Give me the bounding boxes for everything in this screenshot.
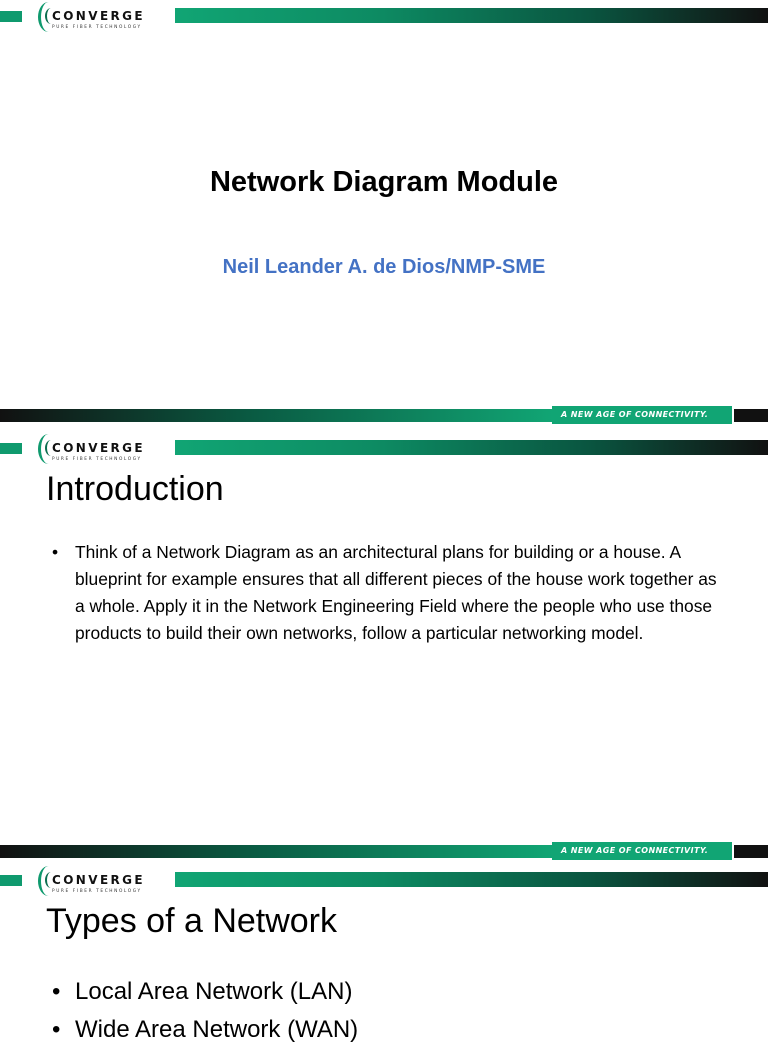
bullet-text: Wide Area Network (WAN): [75, 1016, 359, 1043]
footer-end-block: [734, 845, 768, 858]
bullet-text: Local Area Network (LAN): [75, 978, 353, 1005]
slide-title-text: Network Diagram Module: [209, 166, 559, 198]
bullet-item: [52, 539, 722, 647]
header-bar-right: [175, 8, 768, 23]
logo-wordmark: CONVERGE: [52, 873, 146, 887]
slide-types-of-network: [0, 864, 768, 1043]
converge-logo: [36, 434, 166, 466]
header-bar-left: [0, 875, 22, 886]
footer-tagline: A NEW AGE OF CONNECTIVITY.: [552, 842, 732, 860]
footer-gradient: [0, 845, 552, 858]
footer-bar: [0, 406, 768, 424]
converge-logo: [36, 2, 166, 34]
bullet-dot-icon: •: [52, 542, 59, 562]
logo-wordmark: CONVERGE: [52, 441, 146, 455]
bullet-list: [52, 539, 722, 647]
converge-logo: [36, 866, 166, 898]
slide-subtitle-text: Neil Leander A. de Dios/NMP-SME: [222, 256, 546, 278]
footer-end-block: [734, 409, 768, 422]
bullet-item: [52, 1011, 732, 1049]
logo-wordmark: CONVERGE: [52, 9, 146, 23]
logo-subtext: PURE FIBER TECHNOLOGY: [52, 25, 142, 30]
slide-heading: Types of a Network: [46, 902, 338, 940]
footer-bar: [0, 842, 768, 860]
header-bar-left: [0, 443, 22, 454]
bullet-list: [52, 973, 732, 1049]
header-bar-right: [175, 440, 768, 455]
logo-subtext: PURE FIBER TECHNOLOGY: [52, 889, 142, 894]
bullet-dot-icon: •: [52, 978, 61, 1005]
slide-heading: Introduction: [46, 470, 224, 508]
header-bar-left: [0, 11, 22, 22]
bullet-text: Think of a Network Diagram as an architectural plans for building or a house. A blueprint for example ensures that all different pieces of the house work together as a whole. Apply it in the Network Engineering Field where the people who use those products to build their own networks, follow a particular networking model.: [75, 542, 717, 643]
bullet-dot-icon: •: [52, 1016, 61, 1043]
slide-title: [0, 0, 768, 432]
footer-gradient: [0, 409, 552, 422]
header-bar-right: [175, 872, 768, 887]
slide-introduction: [0, 432, 768, 864]
footer-tagline: A NEW AGE OF CONNECTIVITY.: [552, 406, 732, 424]
logo-subtext: PURE FIBER TECHNOLOGY: [52, 457, 142, 462]
bullet-item: [52, 973, 732, 1011]
